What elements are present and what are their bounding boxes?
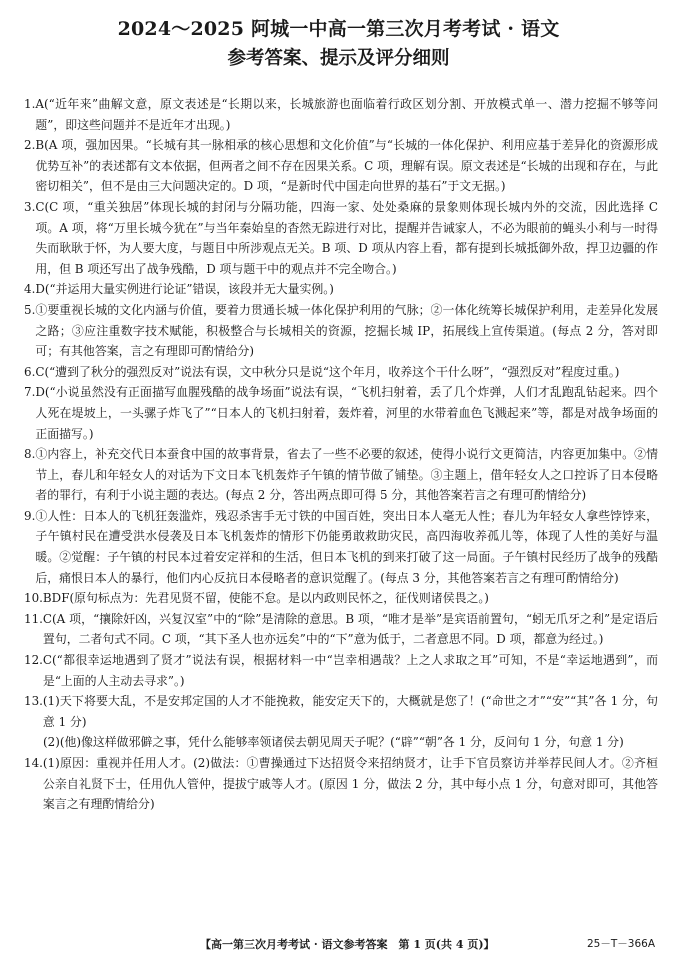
answer-item-11 [24, 609, 658, 650]
answer-number: 1. [24, 97, 36, 111]
answer-number: 6. [24, 364, 36, 379]
answer-number: 11. [24, 611, 43, 626]
answer-number: 3. [24, 199, 36, 214]
answer-item-5 [24, 300, 658, 362]
answer-number: 7. [24, 385, 36, 400]
answer-item-13 [24, 691, 658, 732]
answer-13-part-2: (2)(他)像这样做邪僻之事，凭什么能够率领诸侯去朝见周天子呢？(“辟”“朝”各 1 分，反问句 1 分，句意 1 分) [43, 735, 624, 750]
answer-text: (1)天下将要大乱，不是安邦定国的人才不能挽救，能安定天下的，大概就是您了！(“命世之才”“安”“其”各 1 分，句意 1 分) [42, 694, 658, 729]
answer-text: A(“近年来”曲解文意，原文表述是“长期以来，长城旅游也面临着行政区划分割、开放模式单一、潜力挖掘不够等问题”，即这些问题并不是近年才出现。) [35, 97, 658, 132]
answer-text: C(“都很幸运地遇到了贤才”说法有误，根据材料一中“岂幸相遇哉？上之人求取之耳”可知，不是“幸运地遇到”，而是“上面的人主动去寻求”。) [42, 653, 658, 688]
answer-item-3 [24, 197, 658, 279]
answer-item-6 [24, 362, 658, 383]
answer-text: D(“并运用大量实例进行论证”错误，该段并无大量实例。) [35, 282, 334, 297]
answer-item-9 [24, 506, 658, 588]
answer-item-4 [24, 279, 658, 300]
answer-number: 2. [24, 138, 36, 153]
answer-number: 8. [24, 447, 36, 462]
answer-item-1 [24, 94, 658, 135]
answer-number: 9. [24, 508, 36, 523]
answer-text: D(“小说虽然没有正面描写血腥残酷的战争场面”说法有误，“飞机扫射着，丢了几个炸弹，人们才乱跑乱钻起来。四个人死在堤坡上，一头骡子炸飞了”“日本人的飞机扫射着，轰炸着，河里的水带着血色飞溅起来”等，都是对战争场面的正面描写。) [35, 385, 658, 441]
answer-item-10 [24, 588, 658, 609]
answer-number: 10. [24, 591, 43, 606]
answer-text: B(A 项，强加因果。“长城有其一脉相承的核心思想和文化价值”与“长城的一体化保护、利用应基于差异化的资源形成优势互补”的表述都有文本依据，但两者之间不存在因果关系。C 项，理解有误。原文表述是“长城的出现和存在，与此密切相关”，但不是由三大问题决定的。D 项，“是新时代中国走向世界的基石”于文无据。) [35, 138, 658, 194]
footer-page-info: 【高一第三次月考考试 · 语文参考答案 第 1 页(共 4 页)】 [200, 938, 495, 951]
answer-text: C(“遭到了秋分的强烈反对”说法有误，文中秋分只是说“这个年月，收养这个干什么呀”，“强烈反对”程度过重。) [35, 364, 620, 379]
page-subtitle: 参考答案、提示及评分细则 [227, 48, 450, 69]
answer-number: 12. [24, 653, 43, 668]
answer-item-12 [24, 650, 658, 691]
answer-item-14 [24, 753, 658, 815]
answer-item-8 [24, 444, 658, 506]
page-title: 2024～2025 阿城一中高一第三次月考考试 · 语文 [117, 18, 560, 40]
answer-item-7 [24, 382, 658, 444]
answer-text: BDF(原句标点为：先君见贤不留，使能不怠。是以内政则民怀之，征伐则诸侯畏之。) [42, 591, 489, 606]
answer-number: 14. [24, 756, 43, 770]
answer-number: 4. [24, 282, 36, 297]
answer-text: C(A 项，“攘除奸凶，兴复汉室”中的“除”是清除的意思。B 项，“唯才是举”是宾语前置句，“蚓无爪牙之利”是定语后置句，二者句式不同。C 项，“其下圣人也亦远矣”中的“下”意为低于，二者意思不同。D 项，都意为经过。) [42, 611, 658, 647]
answer-text: ①内容上，补充交代日本蚕食中国的故事背景，省去了一些不必要的叙述，使得小说行文更简洁，内容更加集中。②情节上，春儿和年轻女人的对话为下文日本飞机轰炸子午镇的情节做了铺垫。③主题上，借年轻女人之口控诉了日本侵略者的罪行，有利于小说主题的表达。(每点 2 分，答出两点即可得 5 分，其他答案若言之有理可酌情给分) [35, 447, 658, 503]
answer-text: ①人性：日本人的飞机狂轰滥炸，残忍杀害手无寸铁的中国百姓，突出日本人毫无人性；春儿为年轻女人拿些饽饽来，子午镇村民在遭受洪水侵袭及日本飞机轰炸的情形下仍能勇敢救助灾民，高四海收养孤儿等，体现了人性的美好与温暖。②觉醒：子午镇的村民本过着安定祥和的生活，但日本飞机的到来打破了这一局面。子午镇村民经历了战争的残酷后，痛恨日本人的暴行，他们内心反抗日本侵略者的意识觉醒了。(每点 3 分，其他答案若言之有理可酌情给分) [35, 508, 658, 585]
answer-text: C(C 项，“重关独居”体现长城的封闭与分隔功能，四海一家、处处桑麻的景象则体现长城内外的交流，因此选择 C 项。A 项，将“万里长城今犹在”与当年秦始皇的杳然无踪进行对比，提醒并告诫家人，不必为眼前的蝇头小利与一时得失而耿耿于怀，为人要大度，与题目中所涉观点无关。B 项、D 项从内容上看，都有提到长城抵御外敌，捍卫边疆的作用，但 B 项还写出了战争残酷，D 项与题干中的观点并不完全吻合。) [35, 199, 658, 276]
answers-list [24, 94, 658, 815]
answer-text: ①要重视长城的文化内涵与价值，要着力贯通长城一体化保护利用的气脉；②一体化统筹长城保护利用，走差异化发展之路；③应注重数字技术赋能，积极整合与长城相关的资源，挖掘长城 IP，拓展线上宣传渠道。(每点 2 分，答对即可；有其他答案，言之有理即可酌情给分) [35, 302, 658, 359]
answer-item-2 [24, 135, 658, 197]
answer-number: 5. [24, 302, 36, 317]
answer-text: (1)原因：重视并任用人才。(2)做法：①曹操通过下达招贤令来招纳贤才，让手下官员察访并举荐民间人才。②齐桓公亲自礼贤下士，任用仇人管仲，提拔宁戚等人才。(原因 1 分，做法 2 分，其中每小点 1 分，句意对即可，其他答案言之有理酌情给分) [42, 756, 658, 812]
footer-code: 25－T－366A [587, 938, 655, 950]
page-footer [0, 936, 677, 954]
answer-number: 13. [24, 694, 43, 709]
